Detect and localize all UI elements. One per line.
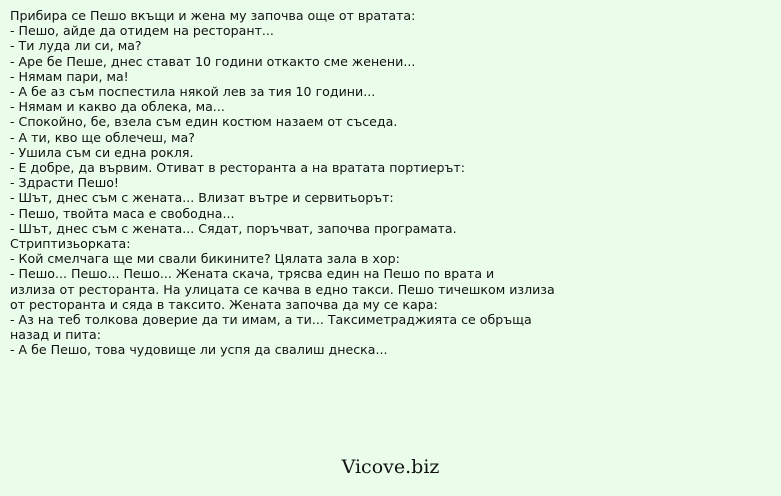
site-watermark: Vicove.biz xyxy=(341,456,440,478)
joke-line: - Кой смелчага ще ми свали бикините? Цялата зала в хор: xyxy=(10,251,400,267)
joke-line: - Шът, днес съм с жената... Влизат вътре и сервитьорът: xyxy=(10,190,394,206)
joke-line: - А бе Пешо, това чудовище ли успя да свалиш днеска... xyxy=(10,342,388,358)
joke-line: - А ти, кво ще облечеш, ма? xyxy=(10,129,195,145)
joke-line: назад и пита: xyxy=(10,327,101,343)
joke-line: - Здрасти Пешо! xyxy=(10,175,119,191)
joke-line: - Ушила съм си една рокля. xyxy=(10,144,194,160)
joke-line: - Шът, днес съм с жената... Сядат, поръчват, започва програмата. xyxy=(10,220,457,236)
joke-line: - Спокойно, бе, взела съм един костюм назаем от съседа. xyxy=(10,114,398,130)
joke-line: - Ти луда ли си, ма? xyxy=(10,38,142,54)
joke-line: Стриптизьорката: xyxy=(10,236,131,252)
joke-line: Прибира се Пешо вкъщи и жена му започва още от вратата: xyxy=(10,8,416,23)
joke-line: - Пешо... Пешо... Пешо... Жената скача, трясва един на Пешо по врата и xyxy=(10,266,495,282)
joke-line: - А бе аз съм поспестила някой лев за тия 10 години... xyxy=(10,84,376,100)
joke-line: - Аре бе Пеше, днес стават 10 години откакто сме женени... xyxy=(10,53,416,69)
joke-line: - Пешо, твойта маса е свободна... xyxy=(10,205,235,221)
joke-line: от ресторанта и сяда в таксито. Жената започва да му се кара: xyxy=(10,296,438,312)
joke-line: - Нямам и какво да облека, ма... xyxy=(10,99,225,115)
joke-line: - Пешо, айде да отидем на ресторант... xyxy=(10,23,274,39)
joke-line: - Е добре, да вървим. Отиват в ресторанта а на вратата портиерът: xyxy=(10,160,465,176)
joke-text xyxy=(10,8,770,358)
joke-line: излиза от ресторанта. На улицата се качва в едно такси. Пешо тичешком излиза xyxy=(10,281,555,297)
joke-line: - Аз на теб толкова доверие да ти имам, а ти... Таксиметраджията се обръща xyxy=(10,312,532,328)
joke-line: - Нямам пари, ма! xyxy=(10,68,129,84)
